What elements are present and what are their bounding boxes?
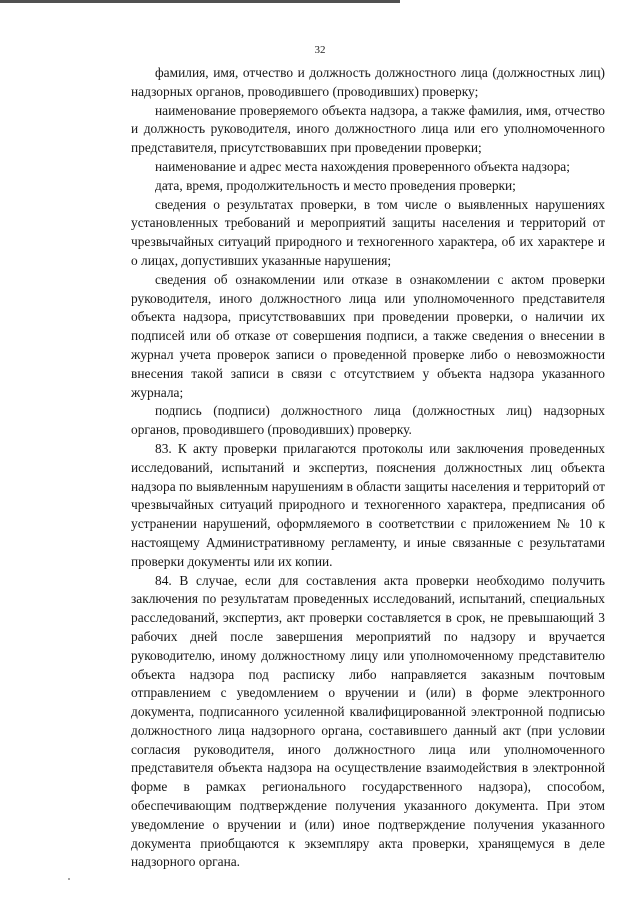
paragraph: подпись (подписи) должностного лица (должностных лиц) надзорных органов, проводившего (проводивших) проверку. <box>131 403 605 438</box>
scan-speck <box>68 878 70 880</box>
paragraph: наименование проверяемого объекта надзора, а также фамилия, имя, отчество и должность руководителя, иного должностного лица или его уполномоченного представителя, присутствовавших при проведении проверки; <box>131 102 605 156</box>
document-body <box>131 64 605 872</box>
scan-edge-line <box>0 0 400 3</box>
paragraph-84: 84. В случае, если для составления акта проверки необходимо получить заключения по результатам проведенных исследований, испытаний, специальных расследований, экспертиз, акт проверки составляется в срок, не превышающий 3 рабочих дней после завершения мероприятий по надзору и вручается руководителю, иному должностному лицу или уполномоченному представителю объекта надзора под расписку либо направляется заказным почтовым отправлением с уведомлением о вручении и (или) в форме электронного документа, подписанного усиленной квалифицированной электронной подписью должностного лица надзорного органа, составившего данный акт (при условии согласия руководителя, иного должностного лица или уполномоченного представителя объекта надзора на осуществление взаимодействия в электронной форме в рамках регионального государственного надзора), способом, обеспечивающим подтверждение получения указанного документа. При этом уведомление о вручении и (или) иное подтверждение получения указанного документа приобщаются к экземпляру акта проверки, хранящемуся в деле надзорного органа. <box>131 572 605 870</box>
paragraph: наименование и адрес места нахождения проверенного объекта надзора; <box>155 158 570 174</box>
paragraph-83: 83. К акту проверки прилагаются протоколы или заключения проведенных исследований, испытаний и экспертиз, пояснения должностных лиц объекта надзора по выявленным нарушениям в области защиты населения и территорий от чрезвычайных ситуаций природного и техногенного характера, предписания об устранении нарушений, оформляемого в соответствии с приложением № 10 к настоящему Административному регламенту, и иные связанные с результатами проверки документы или их копии. <box>131 440 605 569</box>
page-number: 32 <box>314 44 326 56</box>
paragraph: дата, время, продолжительность и место проведения проверки; <box>155 177 516 193</box>
paragraph: сведения об ознакомлении или отказе в ознакомлении с актом проверки руководителя, иного должностного лица или уполномоченного представителя объекта надзора, присутствовавших при проведении проверки, о наличии их подписей или об отказе от совершения подписи, а также сведения о внесении в журнал учета проверок записи о проведенной проверке либо о невозможности внесения такой записи в связи с отсутствием у объекта надзора указанного журнала; <box>131 271 605 400</box>
paragraph: сведения о результатах проверки, в том числе о выявленных нарушениях установленных требований и мероприятий защиты населения и территорий от чрезвычайных ситуаций природного и техногенного характера, об их характере и о лицах, допустивших указанные нарушения; <box>131 196 605 268</box>
paragraph: фамилия, имя, отчество и должность должностного лица (должностных лиц) надзорных органов, проводившего (проводивших) проверку; <box>131 65 605 99</box>
